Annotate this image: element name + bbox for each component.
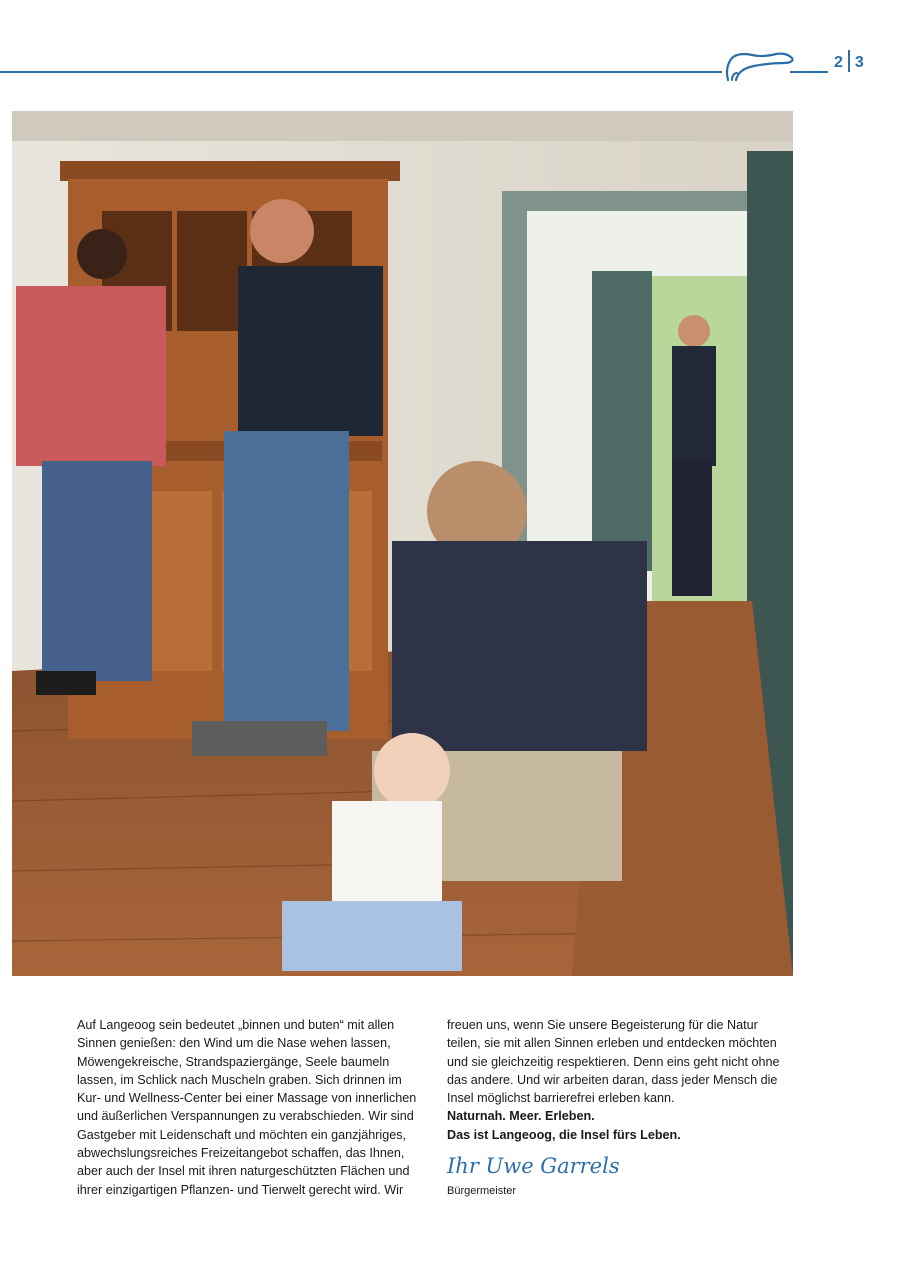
signatory-role: Bürgermeister <box>447 1185 517 1198</box>
page-number-divider <box>848 50 850 72</box>
page-number-left: 2 <box>834 54 843 71</box>
island-outline-logo-icon <box>724 46 796 82</box>
body-column-left <box>77 1016 422 1199</box>
body-column-right <box>447 1016 792 1200</box>
slogan-line-2: Das ist Langeoog, die Insel fürs Leben. <box>447 1127 681 1142</box>
interior-family-photo <box>12 111 793 976</box>
signature: Ihr Uwe Garrels <box>447 1154 620 1179</box>
header-rule-left <box>0 71 722 73</box>
page-number-right: 3 <box>854 54 864 71</box>
closing-paragraph: freuen uns, wenn Sie unsere Begeisterung für die Natur teilen, sie mit allen Sinnen erleben und entdecken möchten und sie gleichzeitig respektieren. Denn eins geht nicht ohne das andere. Und wir arbeiten daran, dass jeder Mensch die Insel möglichst barrierefrei erleben kann. <box>447 1018 780 1106</box>
slogan-line-1: Naturnah. Meer. Erleben. <box>447 1109 595 1124</box>
page-number <box>834 50 864 72</box>
photo-interior-family-scene-icon <box>12 111 793 976</box>
intro-paragraph: Auf Langeoog sein bedeutet „binnen und buten“ mit allen Sinnen genießen: den Wind um die Nase wehen lassen, Möwengekreische, Strandspaziergänge, Seele baumeln lassen, im Schlick nach Muscheln graben. Sich drinnen im Kur- und Wellness-Center bei einer Massage von innerlichen und äußerlichen Verspannungen zu verabschieden. Wir sind Gastgeber mit Leidenschaft und möchten ein ganzjähriges, abwechslungsreiches Freizeitangebot schaffen, das Ihnen, aber auch der Insel mit ihren naturgeschützten Flächen und ihrer einzigartigen Pflanzen- und Tierwelt gerecht wird. Wir <box>77 1018 417 1197</box>
